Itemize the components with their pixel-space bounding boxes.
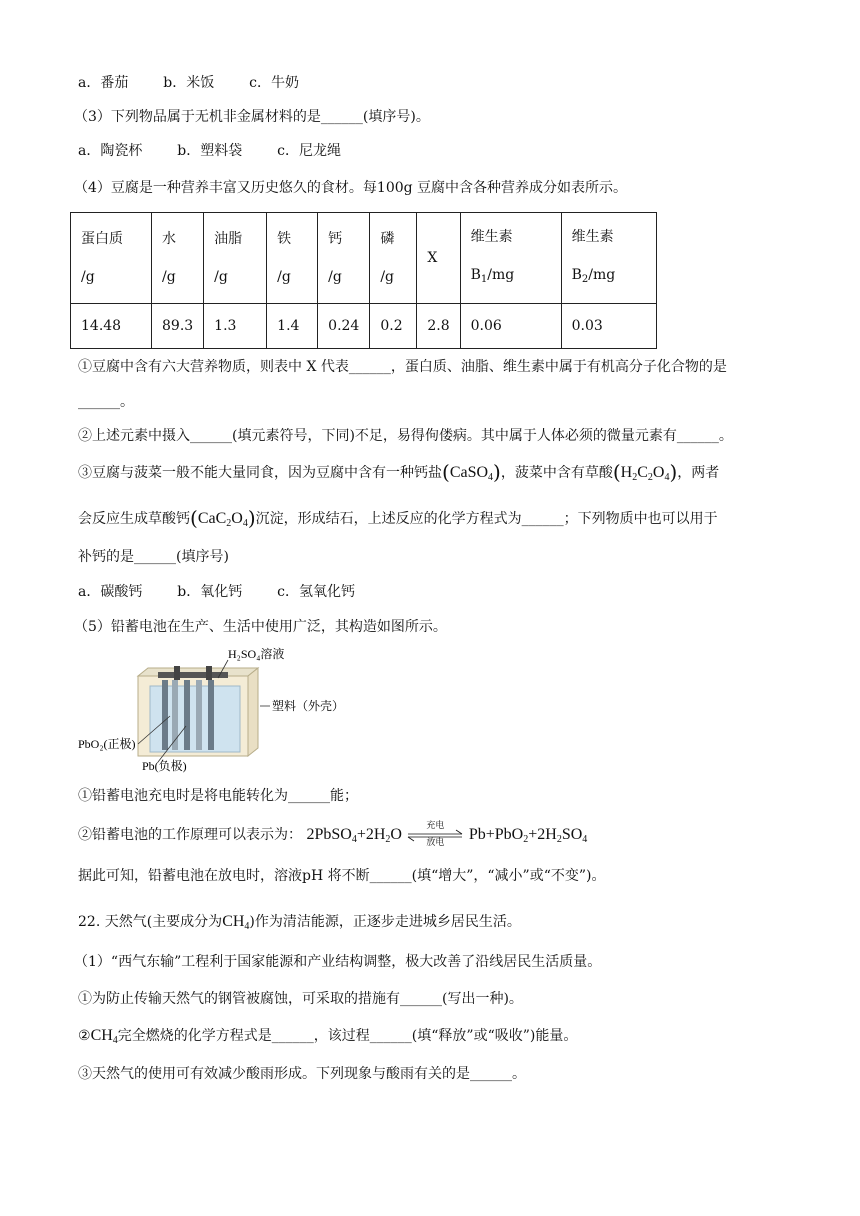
- sub-question-1-line1: ①豆腐中含有六大营养物质，则表中 X 代表______，蛋白质、油脂、维生素中属于有机高分子化合物的是: [78, 359, 727, 375]
- table-cell: 1.3: [204, 304, 267, 349]
- option-c: c．牛奶: [249, 75, 299, 91]
- table-cell: 0.03: [561, 304, 656, 349]
- table-header: 钙 /g: [318, 213, 370, 304]
- option-b: b．米饭: [163, 75, 215, 91]
- question-3-options: [78, 141, 341, 161]
- h2so4-label: H₂SO₄溶液: [228, 647, 285, 661]
- battery-q3: 据此可知，铅蓄电池在放电时，溶液pH 将不断______(填“增大”，“减小”或“不变”)。: [78, 868, 606, 884]
- table-header: 水 /g: [152, 213, 204, 304]
- option-a: a．陶瓷杯: [78, 143, 143, 159]
- options-row-1: [78, 73, 299, 93]
- sub-question-3-options: [78, 582, 355, 602]
- option-b: b．氧化钙: [177, 584, 243, 600]
- question-3: （3）下列物品属于无机非金属材料的是______(填序号)。: [74, 109, 430, 125]
- table-cell: 14.48: [71, 304, 152, 349]
- table-cell: 2.8: [417, 304, 460, 349]
- table-header: 油脂 /g: [204, 213, 267, 304]
- question-4: （4）豆腐是一种营养丰富又历史悠久的食材。每100g 豆腐中含各种营养成分如表所示。: [74, 180, 628, 196]
- reversible-arrow: 充电 放电: [406, 824, 464, 846]
- battery-diagram: [78, 646, 368, 776]
- option-a: a．番茄: [78, 75, 129, 91]
- table-header: 铁 /g: [267, 213, 318, 304]
- option-c: c．氢氧化钙: [277, 584, 355, 600]
- table-cell: 0.2: [370, 304, 417, 349]
- question-22-1a: ①为防止传输天然气的钢管被腐蚀，可采取的措施有______(写出一种)。: [78, 991, 523, 1007]
- table-cell: 0.24: [318, 304, 370, 349]
- table-header: X: [417, 213, 460, 304]
- nutrition-table: [70, 212, 657, 349]
- sub-question-3-line3: 补钙的是______(填序号): [78, 549, 229, 565]
- table-header: 蛋白质 /g: [71, 213, 152, 304]
- option-b: b．塑料袋: [177, 143, 243, 159]
- sub-question-3-line1: ③豆腐与菠菜一般不能大量同食，因为豆腐中含有一种钙盐(CaSO$_4$)，菠菜中含有草酸$(H_2C_2O_4)$，两者: [78, 460, 720, 484]
- question-22-1: （1）“西气东输”工程利于国家能源和产业结构调整，极大改善了沿线居民生活质量。: [74, 954, 602, 970]
- battery-q1: ①铅蓄电池充电时是将电能转化为______能；: [78, 788, 358, 804]
- shell-label: 塑料（外壳）: [272, 699, 345, 713]
- table-header: 维生素 $B_2/mg$: [561, 213, 656, 304]
- sub-question-1-line2: ______。: [78, 394, 134, 410]
- table-cell: 0.06: [460, 304, 561, 349]
- battery-q2: ②铅蓄电池的工作原理可以表示为： $2PbSO_4+2H_2O$ 充电 放电 $Pb+PbO_2+2H_2SO_4$: [78, 821, 588, 848]
- option-a: a．碳酸钙: [78, 584, 143, 600]
- table-header: 维生素 $B_1/mg$: [460, 213, 561, 304]
- question-22-1c: ③天然气的使用可有效减少酸雨形成。下列现象与酸雨有关的是______。: [78, 1066, 526, 1082]
- table-cell: 1.4: [267, 304, 318, 349]
- question-22: 22. 天然气(主要成分为$CH_4$)作为清洁能源，正逐步走进城乡居民生活。: [78, 913, 521, 932]
- sub-question-2: ②上述元素中摄入______(填元素符号，下同)不足，易得佝偻病。其中属于人体必须的微量元素有______。: [78, 428, 733, 444]
- pb-label: Pb(负极): [142, 759, 187, 773]
- table-header: 磷 /g: [370, 213, 417, 304]
- table-header-row: [71, 213, 657, 304]
- table-row: [71, 304, 657, 349]
- question-5: （5）铅蓄电池在生产、生活中使用广泛，其构造如图所示。: [74, 619, 447, 635]
- sub-question-3-line2: 会反应生成草酸钙$(CaC_2O_4)$沉淀，形成结石，上述反应的化学方程式为______；下列物质中也可以用于: [78, 506, 718, 530]
- option-c: c．尼龙绳: [277, 143, 341, 159]
- question-22-1b: $②CH_4$完全燃烧的化学方程式是______，该过程______(填“释放”或“吸收”)能量。: [78, 1027, 578, 1046]
- pbo2-label: PbO₂(正极): [78, 737, 136, 751]
- table-cell: 89.3: [152, 304, 204, 349]
